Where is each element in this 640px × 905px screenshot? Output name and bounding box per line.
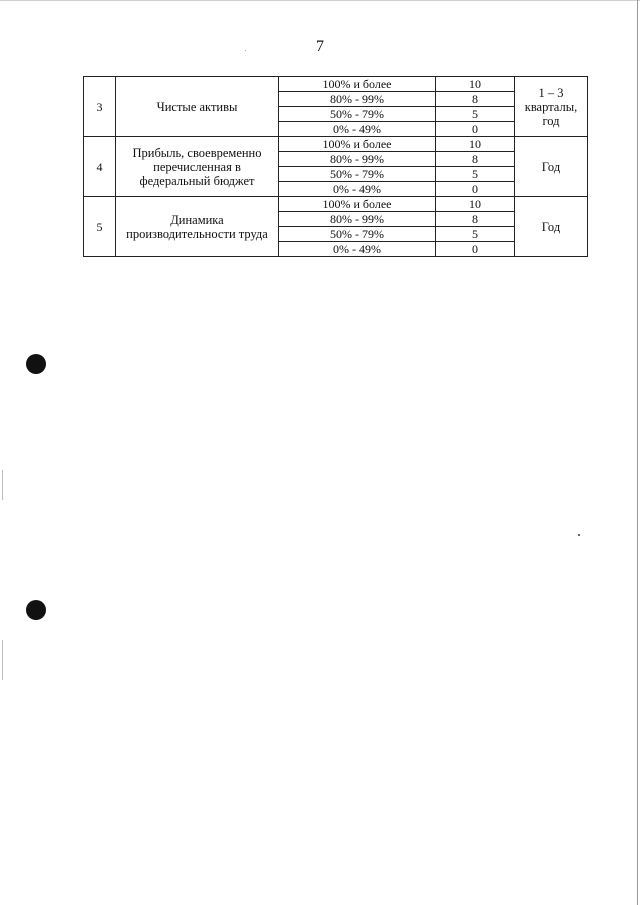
score-cell: 0 — [436, 182, 515, 197]
metrics-table — [83, 76, 588, 257]
period-cell: 1 – 3 кварталы, год — [515, 77, 588, 137]
punch-hole-mark — [26, 354, 46, 374]
row-number: 4 — [84, 137, 116, 197]
range-cell: 100% и более — [279, 197, 436, 212]
score-cell: 0 — [436, 242, 515, 257]
score-cell: 5 — [436, 167, 515, 182]
range-cell: 0% - 49% — [279, 122, 436, 137]
period-cell: Год — [515, 197, 588, 257]
indicator-name: Динамика производительности труда — [116, 197, 279, 257]
punch-hole-mark — [26, 600, 46, 620]
score-cell: 10 — [436, 197, 515, 212]
period-cell: Год — [515, 137, 588, 197]
range-cell: 80% - 99% — [279, 92, 436, 107]
scan-edge-mark — [2, 640, 3, 680]
score-cell: 10 — [436, 137, 515, 152]
table-row — [84, 77, 588, 92]
score-cell: 5 — [436, 107, 515, 122]
range-cell: 0% - 49% — [279, 242, 436, 257]
row-number: 5 — [84, 197, 116, 257]
table-row — [84, 197, 588, 212]
score-cell: 0 — [436, 122, 515, 137]
scan-speck — [245, 50, 246, 51]
scan-edge-mark — [2, 470, 3, 500]
table-row — [84, 137, 588, 152]
range-cell: 80% - 99% — [279, 152, 436, 167]
page-top-edge — [0, 0, 640, 1]
range-cell: 50% - 79% — [279, 167, 436, 182]
scan-speck — [578, 534, 580, 536]
range-cell: 100% и более — [279, 137, 436, 152]
page-number: 7 — [316, 38, 324, 55]
range-cell: 50% - 79% — [279, 227, 436, 242]
score-cell: 8 — [436, 92, 515, 107]
range-cell: 100% и более — [279, 77, 436, 92]
score-cell: 5 — [436, 227, 515, 242]
score-cell: 8 — [436, 212, 515, 227]
indicator-name: Прибыль, своевременно перечисленная в федеральный бюджет — [116, 137, 279, 197]
row-number: 3 — [84, 77, 116, 137]
range-cell: 50% - 79% — [279, 107, 436, 122]
score-cell: 10 — [436, 77, 515, 92]
range-cell: 80% - 99% — [279, 212, 436, 227]
page-right-edge — [637, 0, 638, 905]
score-cell: 8 — [436, 152, 515, 167]
range-cell: 0% - 49% — [279, 182, 436, 197]
indicator-name: Чистые активы — [116, 77, 279, 137]
